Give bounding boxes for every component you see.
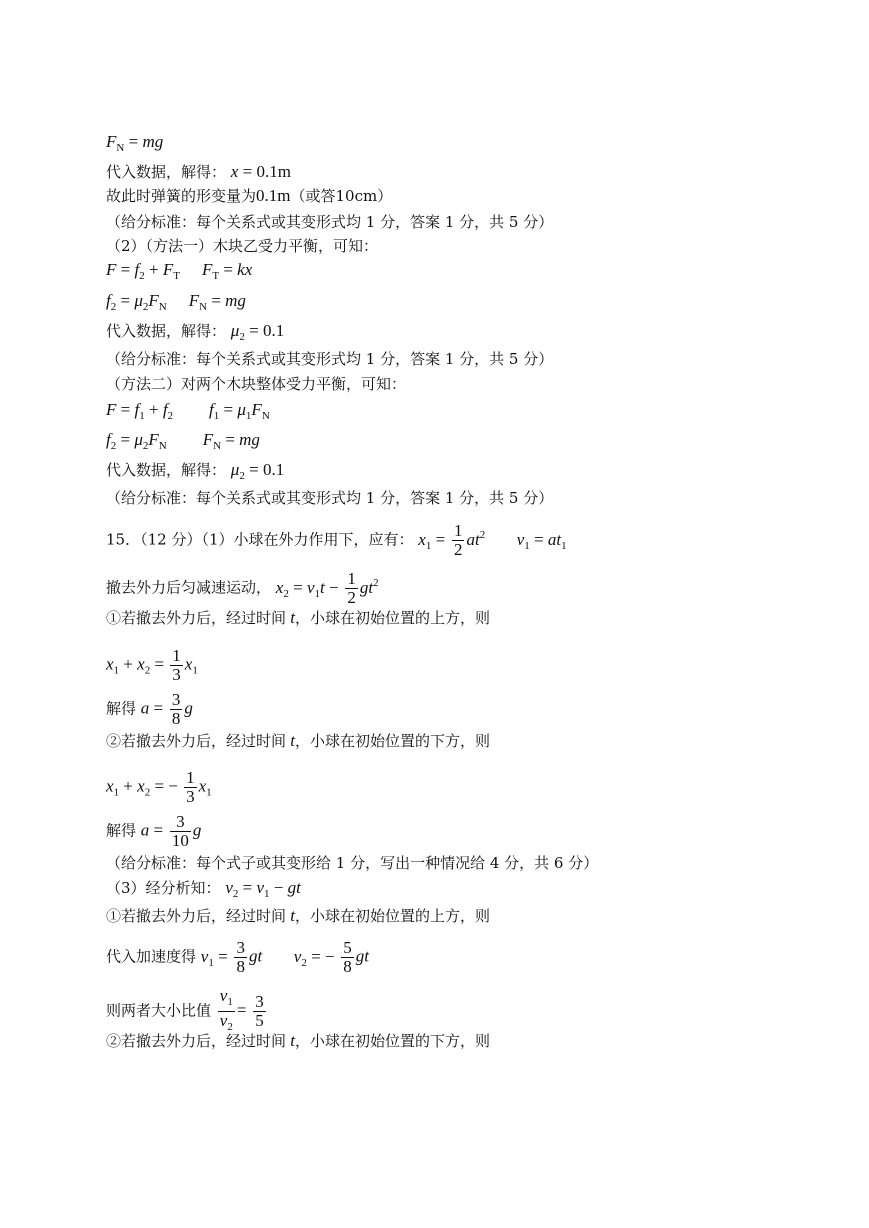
text-line <box>106 731 490 751</box>
text-span: （3）经分析知： <box>106 879 221 897</box>
symbol-t: t <box>286 608 295 627</box>
equation-x1: $x_1$ = <box>418 529 446 552</box>
text-span: ，小球在初始位置的下方，则 <box>295 1032 491 1050</box>
text-line <box>106 878 301 904</box>
scoring-note: （给分标准：每个式子或其变形给 1 分，写出一种情况给 4 分，共 6 分） <box>106 854 599 872</box>
fraction-3-5: $\frac{3}{5}$ <box>255 992 264 1030</box>
text-line <box>106 906 490 926</box>
text-span: （或答10cm） <box>290 187 393 205</box>
value-x: 0.1m <box>256 162 291 181</box>
symbol-t: t <box>286 1031 295 1050</box>
equation-at2: $at^2$ <box>466 528 486 549</box>
text-span: ①若撤去外力后，经过时间 <box>106 907 287 925</box>
text-line <box>106 608 490 628</box>
equation-gt2: $gt^2$ <box>359 576 379 597</box>
equation-mu2: $\mu_2 = 0.1$ <box>230 460 285 482</box>
text-span: ②若撤去外力后，经过时间 <box>106 732 287 750</box>
value-mu2: 0.1 <box>262 460 285 479</box>
symbol-gt: gt <box>248 946 263 966</box>
text-span: ①若撤去外力后，经过时间 <box>106 609 287 627</box>
symbol-t: t <box>286 731 295 750</box>
symbol-t: t <box>286 906 295 925</box>
equation-friction: $f_2 = \mu_2F_N$ $F_N$ = mg <box>106 291 246 313</box>
equation-sum-below: $x_1 + x_2$ = − $\frac{1}{3}$ $x_1$ <box>106 768 212 806</box>
equation-v1: $v_1$ = <box>200 946 228 969</box>
fraction-5-8: $\frac{5}{8}$ <box>343 938 352 976</box>
text-span: 代入数据，解得： <box>106 322 227 340</box>
fraction-3-8: $\frac{3}{8}$ <box>171 690 181 728</box>
equals: = <box>236 1000 247 1020</box>
text-line <box>106 570 379 607</box>
text-span: 15．（12 分）（1）小球在外力作用下，应有： <box>106 530 414 549</box>
symbol-gt: gt <box>355 946 370 966</box>
equation-v2: $v_2 = v_1$ − gt <box>225 878 301 900</box>
symbol-g: g <box>192 820 202 840</box>
equation-f-total: $F = f_1 + f_2$ $f_1 = \mu_1F_N$ <box>106 400 270 422</box>
text-span: ，小球在初始位置的上方，则 <box>295 609 491 627</box>
text-span: ②若撤去外力后，经过时间 <box>106 1032 287 1050</box>
symbol-g: g <box>184 698 193 718</box>
equation-sum-above: $x_1 + x_2$ = $\frac{1}{3}$ $x_1$ <box>106 646 198 684</box>
equation-f-sum: $F = f_2 + F_T$ $F_T$ = kx <box>106 260 253 282</box>
equation-v1: $v_1 = at_1$ <box>516 529 567 552</box>
scoring-note: （给分标准：每个关系式或其变形式均 1 分，答案 1 分，共 5 分） <box>106 213 554 231</box>
text-line <box>106 691 193 728</box>
fraction-v1-v2: $\frac{v_1}{v_2}$ <box>219 986 233 1033</box>
value-mu2: 0.1 <box>262 321 285 340</box>
method-one-heading: （2）（方法一）木块乙受力平衡，可知： <box>106 237 379 255</box>
equation-friction-2: $f_2 = \mu_2F_N$ $F_N$ = mg <box>106 430 260 452</box>
fraction-half: $\frac{1}{2}$ <box>453 521 463 559</box>
text-span: 代入数据，解得： <box>106 163 227 181</box>
equation-x2: $x_2 = v_1t$ − <box>275 577 339 600</box>
text-span: ，小球在初始位置的上方，则 <box>295 907 491 925</box>
text-line <box>106 186 392 206</box>
text-line <box>106 813 201 850</box>
text-span: 则两者大小比值 <box>106 1001 212 1020</box>
fraction-3-10: $\frac{3}{10}$ <box>171 812 189 850</box>
value-deform: 0.1m <box>256 186 291 205</box>
text-span: 代入加速度得 <box>106 947 197 966</box>
text-span: 撤去外力后匀减速运动， <box>106 578 272 597</box>
text-span: 解得 <box>106 821 137 840</box>
text-line <box>106 162 291 182</box>
text-span: 解得 <box>106 699 137 718</box>
equation-v2: $v_2$ = − <box>293 946 335 969</box>
fraction-third: $\frac{1}{3}$ <box>186 768 195 806</box>
text-line <box>106 460 284 486</box>
fraction-half: $\frac{1}{2}$ <box>347 569 356 607</box>
text-span: ，小球在初始位置的下方，则 <box>295 732 491 750</box>
equation-a: a = <box>140 820 164 840</box>
method-two-heading: （方法二）对两个木块整体受力平衡，可知： <box>106 375 407 393</box>
fraction-3-8: $\frac{3}{8}$ <box>236 938 245 976</box>
text-line <box>106 987 268 1036</box>
scoring-note: （给分标准：每个关系式或其变形式均 1 分，答案 1 分，共 5 分） <box>106 350 554 368</box>
text-span: 代入数据，解得： <box>106 461 227 479</box>
text-line <box>106 939 369 976</box>
equation-x: x = 0.1m <box>230 162 291 181</box>
fraction-third: $\frac{1}{3}$ <box>172 646 181 684</box>
text-line <box>106 1031 490 1051</box>
text-line <box>106 321 284 347</box>
problem-15-part-1 <box>106 522 567 559</box>
equation-fn-mg: $F_N$ = mg <box>106 132 164 154</box>
scoring-note: （给分标准：每个关系式或其变形式均 1 分，答案 1 分，共 5 分） <box>106 489 554 507</box>
equation-mu2: $\mu_2 = 0.1$ <box>230 321 285 343</box>
equation-a: a = <box>140 698 164 718</box>
text-span: 故此时弹簧的形变量为 <box>106 187 257 205</box>
